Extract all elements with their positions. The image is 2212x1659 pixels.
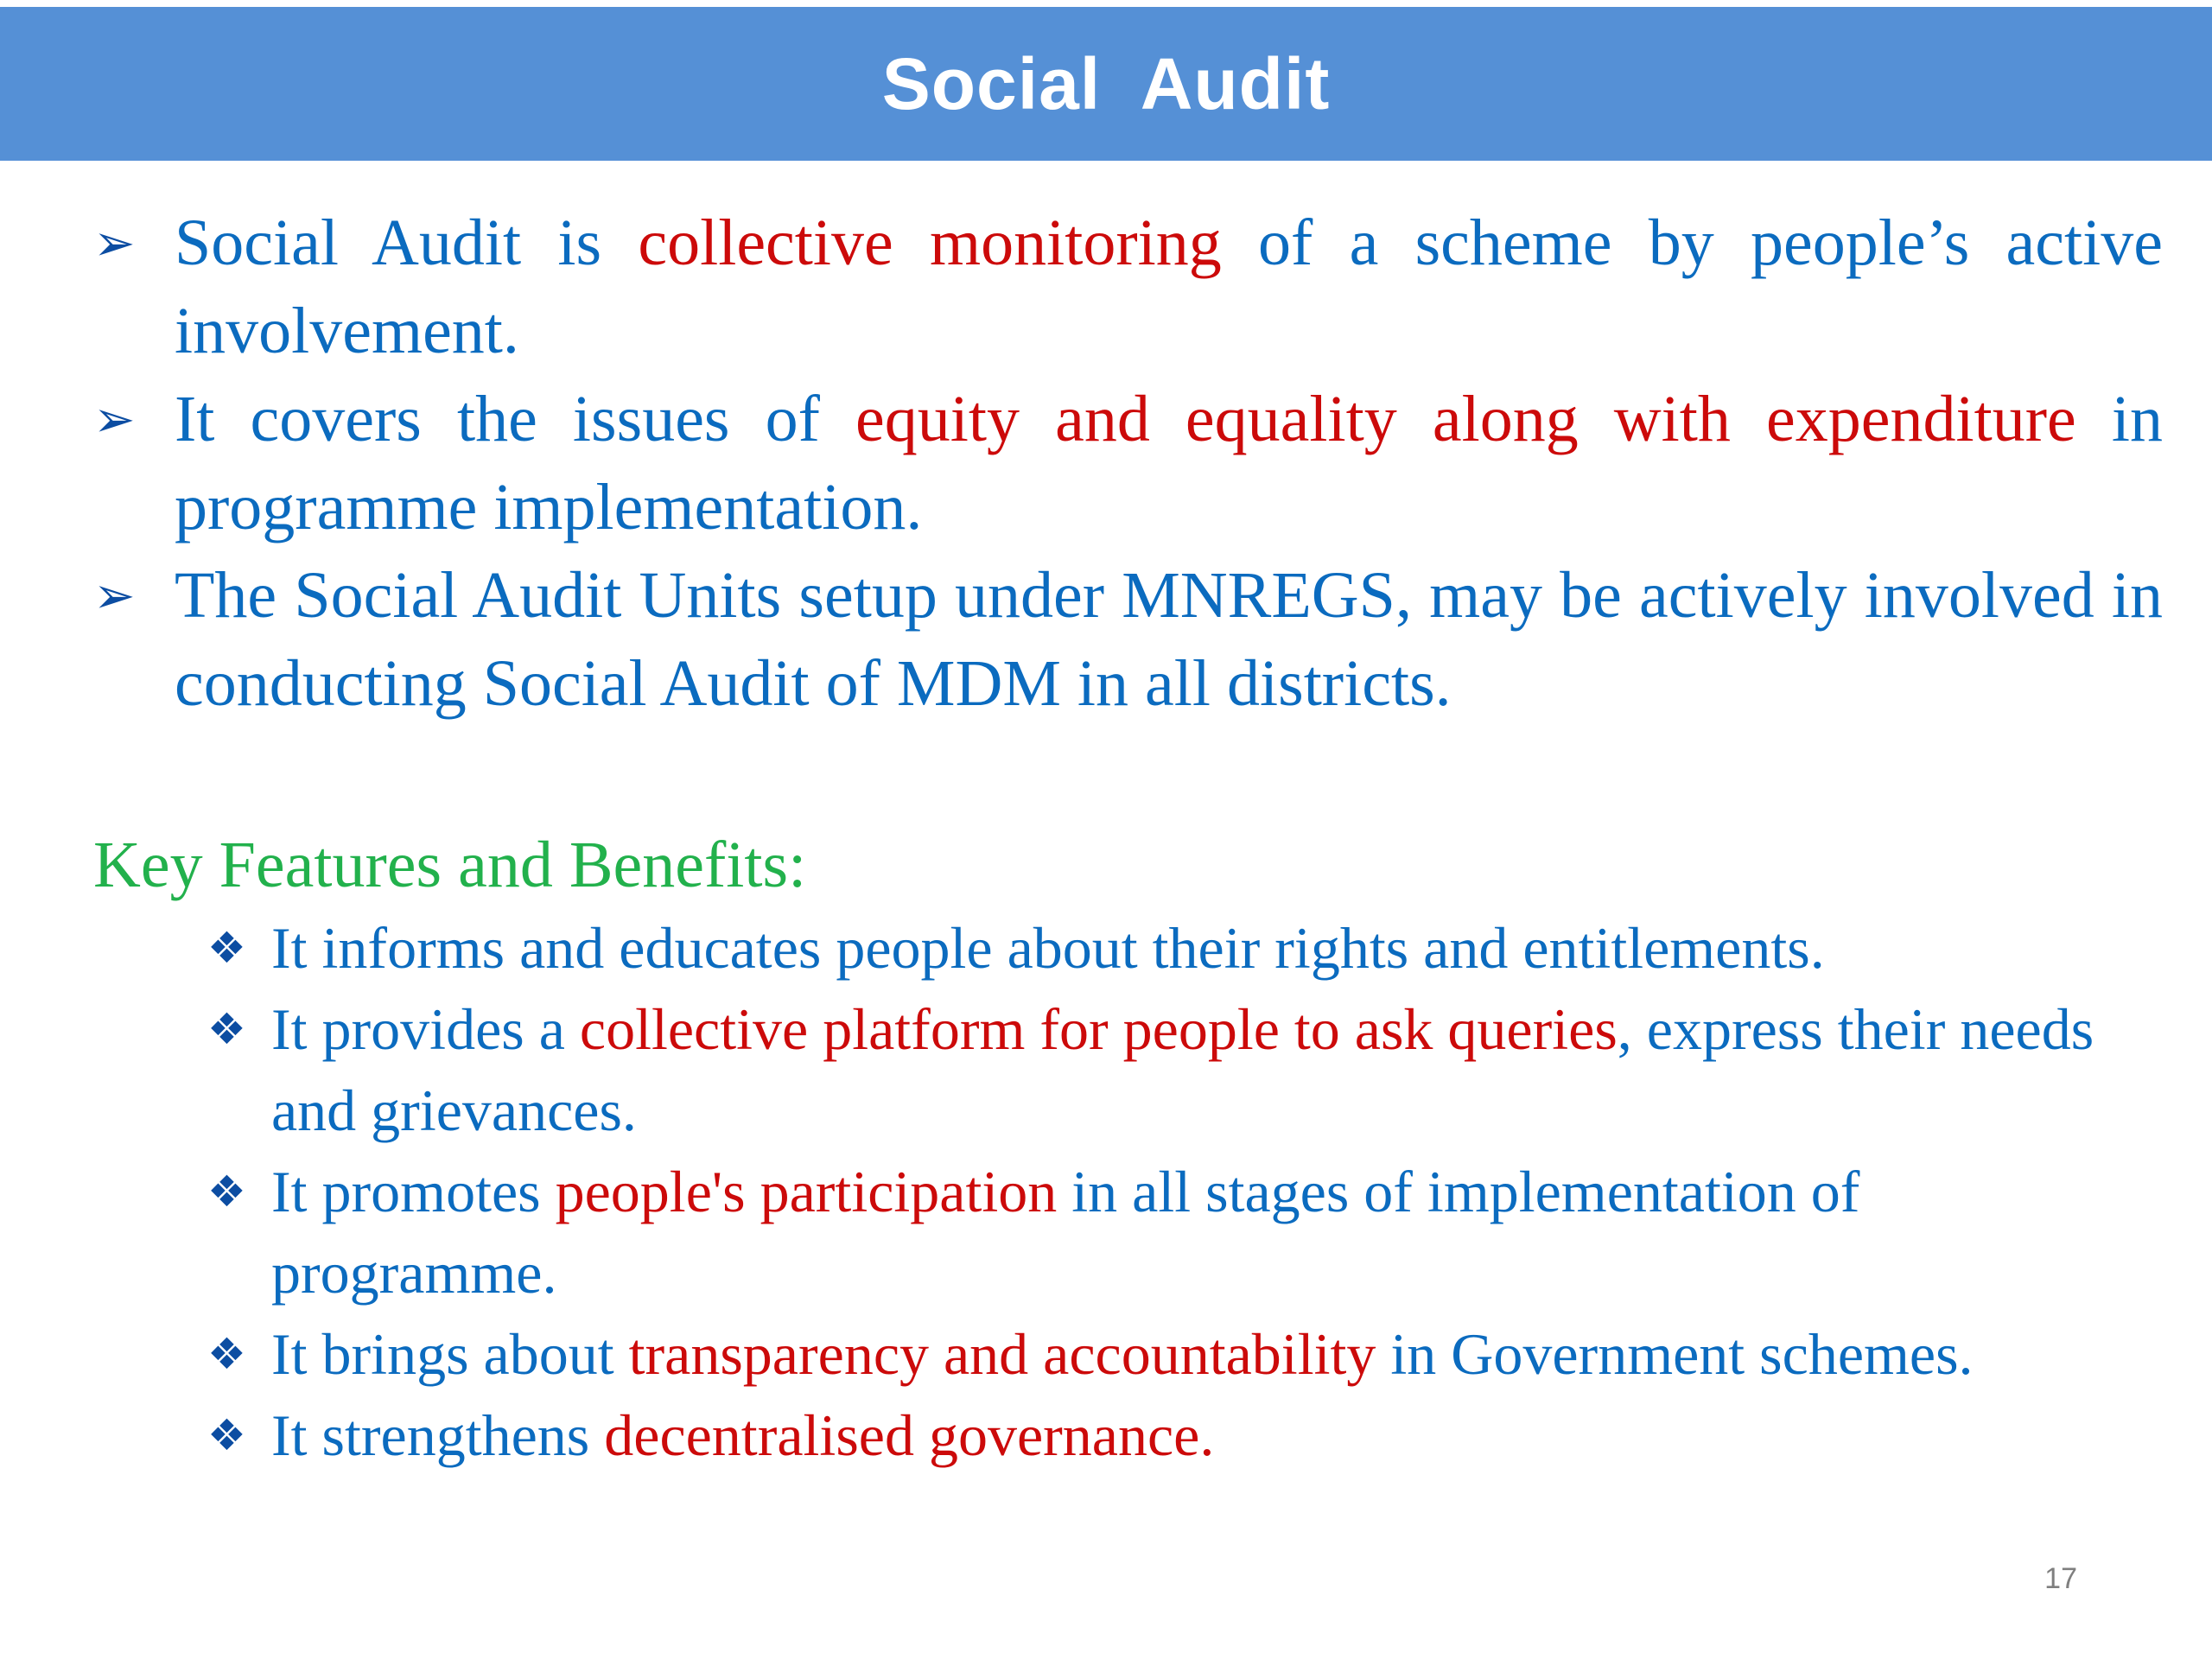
text-segment: in Government schemes. xyxy=(1376,1321,1974,1387)
highlighted-text: decentralised governance. xyxy=(604,1402,1215,1468)
feature-text xyxy=(271,1313,2143,1395)
feature-list xyxy=(207,907,2143,1476)
diamond-bullet-icon: ❖ xyxy=(207,1166,246,1217)
feature-text xyxy=(271,1151,2143,1313)
bullet-text xyxy=(175,199,2163,375)
feature-item xyxy=(207,1151,2143,1313)
highlighted-text: collective platform for people to ask queries xyxy=(579,996,1618,1062)
diamond-bullet-icon: ❖ xyxy=(207,923,246,973)
slide-title-bar xyxy=(0,7,2212,161)
text-segment: It promotes xyxy=(271,1159,556,1224)
text-segment: The Social Audit Units setup under MNREGS, may be actively involved in conducting Social Audit of MDM in all districts. xyxy=(175,559,2163,720)
diamond-bullet-icon: ❖ xyxy=(207,1410,246,1460)
bullet-text xyxy=(175,551,2163,728)
text-segment: It strengthens xyxy=(271,1402,605,1468)
feature-item xyxy=(207,1313,2143,1395)
feature-item xyxy=(207,988,2143,1151)
feature-item xyxy=(207,907,2143,988)
bullet-list xyxy=(93,199,2163,728)
arrow-bullet-icon: ➢ xyxy=(93,566,136,625)
feature-text xyxy=(271,988,2143,1151)
highlighted-text: equity and equality along with expenditure xyxy=(855,383,2076,455)
text-segment: of a scheme by people’s active involvement. xyxy=(175,207,2163,367)
feature-text xyxy=(271,1395,2143,1476)
text-segment: It provides a xyxy=(271,996,580,1062)
page-number: 17 xyxy=(2044,1562,2077,1595)
diamond-bullet-icon: ❖ xyxy=(207,1329,246,1379)
highlighted-text: transparency and accountability xyxy=(628,1321,1376,1387)
highlighted-text: people's participation xyxy=(555,1159,1058,1224)
text-segment: in programme implementation. xyxy=(175,383,2163,543)
text-segment: Social Audit is xyxy=(175,207,639,279)
arrow-bullet-icon: ➢ xyxy=(93,390,136,448)
text-segment: It covers the issues of xyxy=(175,383,856,455)
highlighted-text: collective monitoring xyxy=(638,207,1222,279)
feature-item xyxy=(207,1395,2143,1476)
diamond-bullet-icon: ❖ xyxy=(207,1004,246,1054)
text-segment: , express their needs and grievances. xyxy=(271,996,2094,1143)
features-heading: Key Features and Benefits: xyxy=(93,829,807,901)
text-segment: It informs and educates people about their rights and entitlements. xyxy=(271,915,1825,981)
text-segment: in all stages of implementation of programme. xyxy=(271,1159,1860,1306)
slide-title: Social Audit xyxy=(881,42,1331,124)
bullet-item xyxy=(93,375,2163,551)
feature-text xyxy=(271,907,2143,988)
text-segment: It brings about xyxy=(271,1321,629,1387)
bullet-item xyxy=(93,199,2163,375)
bullet-text xyxy=(175,375,2163,551)
bullet-item xyxy=(93,551,2163,728)
arrow-bullet-icon: ➢ xyxy=(93,213,136,272)
